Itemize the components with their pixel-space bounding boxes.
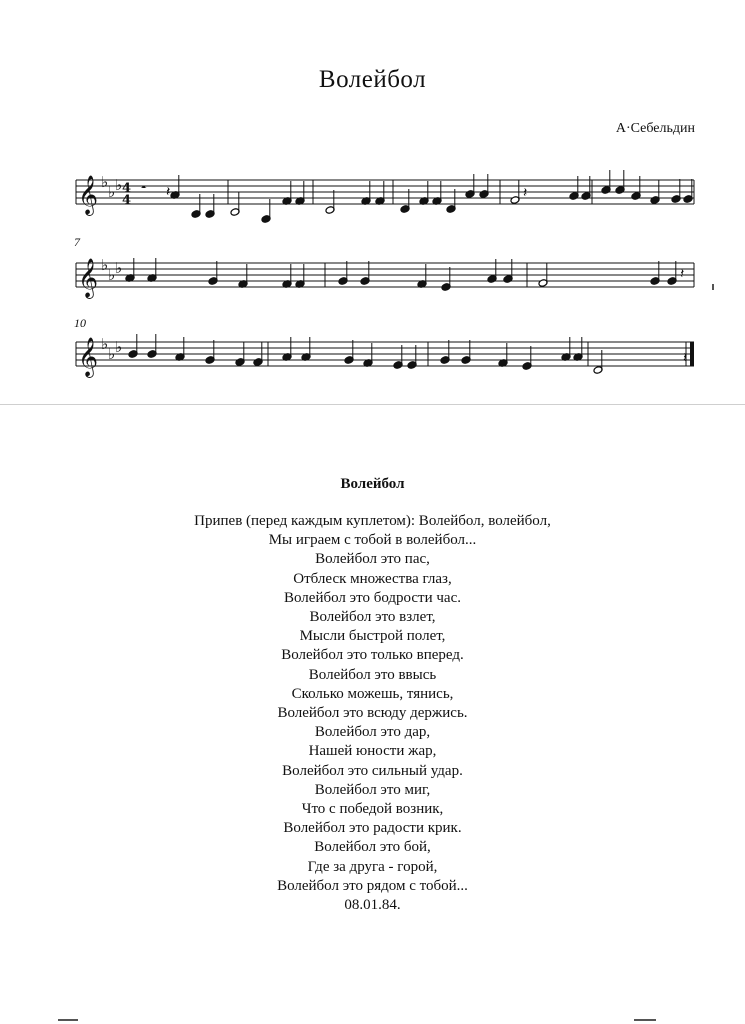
page-divider [0, 404, 745, 405]
lyrics-line: Волейбол это миг, [314, 781, 431, 798]
lyrics-line: Волейбол это пас, [315, 551, 430, 568]
lyrics-text [0, 512, 745, 915]
time-signature [122, 181, 131, 208]
scan-mark [712, 284, 714, 290]
rest-icon: 𝄽 [683, 350, 688, 366]
lyrics-line: Волейбол это бой, [314, 839, 431, 856]
scan-mark [634, 1019, 656, 1021]
lyrics-line: Мысли быстрой полет, [299, 628, 446, 645]
lyrics-line: Нашей юности жар, [308, 743, 437, 760]
rest-icon: 𝄽 [523, 185, 528, 201]
score-title: Волейбол [318, 66, 427, 93]
lyrics-line: Сколько можешь, тянись, [291, 685, 454, 702]
lyrics-line: Волейбол это дар, [314, 724, 431, 741]
lyrics-line: Волейбол это радости крик. [283, 820, 462, 837]
lyrics-line: Волейбол это взлет, [309, 609, 436, 626]
composer-name: А·Себельдин [615, 121, 695, 136]
lyrics-line: Волейбол это ввысь [308, 666, 437, 683]
svg-text:♭: ♭ [115, 176, 123, 194]
rest-icon: 𝄽 [166, 184, 171, 200]
rest-icon: 𝄽 [680, 266, 685, 282]
svg-text:♭: ♭ [108, 345, 116, 363]
rest-icon: 𝄼 [141, 181, 147, 197]
sheet-music [0, 150, 745, 390]
key-signature-flats [101, 173, 122, 363]
lyrics-title: Волейбол [340, 476, 405, 492]
lyrics-line: Волейбол это только вперед. [281, 647, 464, 664]
svg-text:♭: ♭ [101, 335, 109, 353]
lyrics-line: Мы играем с тобой в волейбол... [268, 532, 477, 549]
lyrics-line: Где за друга - горой, [307, 858, 438, 875]
lyrics-line: 08.01.84. [344, 897, 401, 914]
svg-text:♭: ♭ [115, 259, 123, 277]
treble-clef-icon: 𝄞 [78, 258, 99, 298]
lyrics-line: Отблеск множества глаз, [293, 570, 452, 587]
svg-text:4: 4 [122, 181, 132, 196]
staff-2 [76, 263, 694, 287]
svg-text:♭: ♭ [115, 338, 123, 356]
scan-mark [58, 1019, 78, 1021]
measure-number-10: 10 [74, 316, 86, 330]
svg-text:♭: ♭ [108, 266, 116, 284]
svg-text:4: 4 [122, 193, 132, 208]
lyrics-line: Что с победой возник, [301, 801, 444, 818]
lyrics-line: Волейбол это бодрости час. [284, 589, 461, 606]
lyrics-line: Волейбол это сильный удар. [282, 762, 463, 779]
treble-clef-icon: 𝄞 [78, 337, 99, 377]
svg-text:♭: ♭ [101, 173, 109, 191]
measure-number-7: 7 [74, 235, 80, 249]
lyrics-line: Волейбол это рядом с тобой... [277, 877, 468, 894]
treble-clef-icon: 𝄞 [78, 175, 99, 215]
notes [125, 170, 693, 374]
svg-text:♭: ♭ [108, 183, 116, 201]
lyrics-line: Припев (перед каждым куплетом): Волейбол, волейбол, [194, 513, 551, 529]
lyrics-line: Волейбол это всюду держись. [277, 705, 468, 722]
svg-text:♭: ♭ [101, 256, 109, 274]
